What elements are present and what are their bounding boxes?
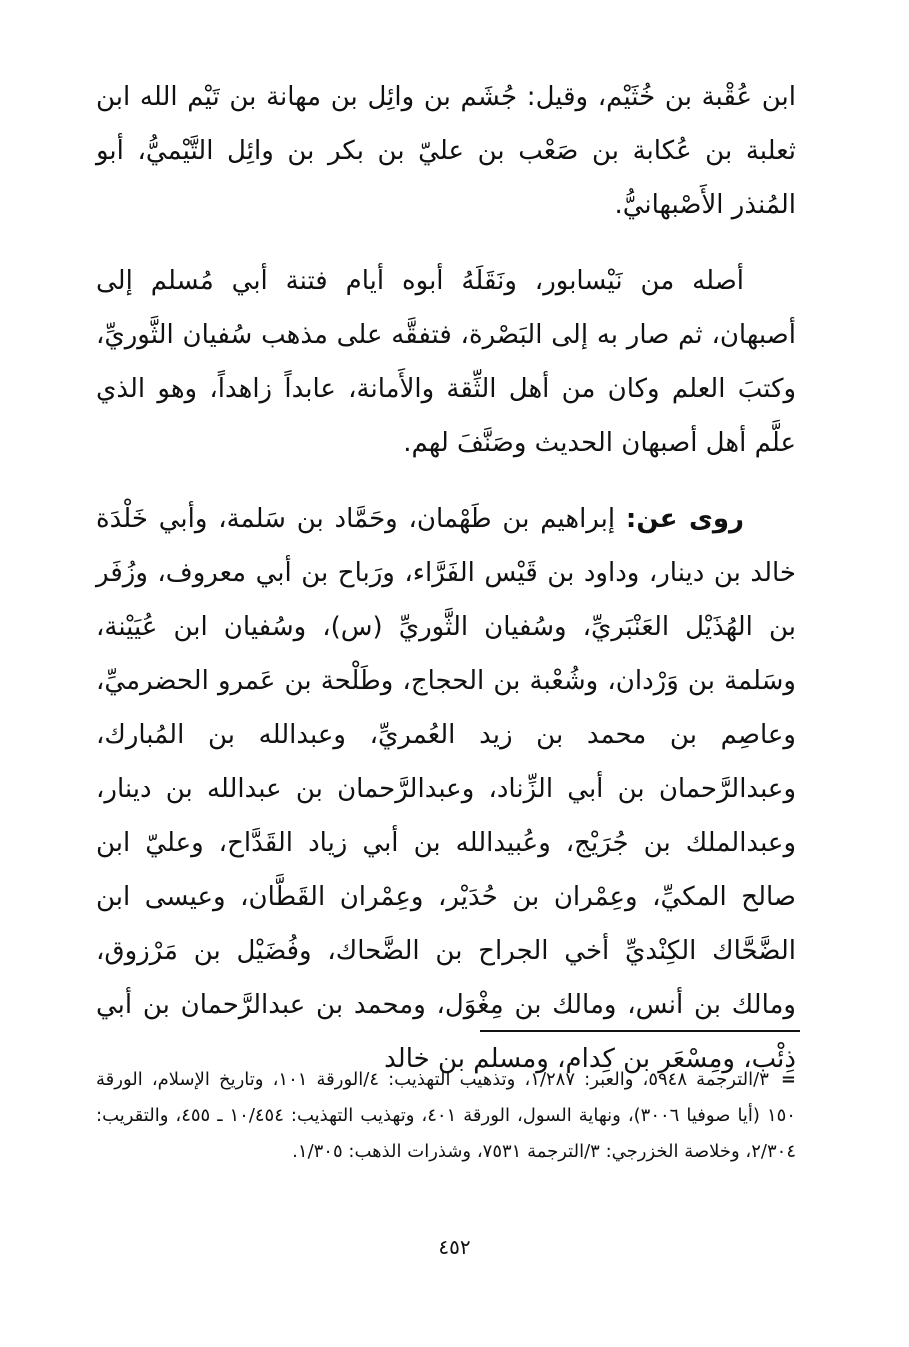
footnote-continuation-marker: =	[780, 1069, 796, 1090]
paragraph-narrated-from	[96, 492, 796, 1086]
paragraph-biography: أصله من نَيْسابور، ونَقَلَهُ أبوه أيام فتنة أبي مُسلم إلى أصبهان، ثم صار به إلى البَصْرة، فتفقَّه على مذهب سُفيان الثَّوريِّ، وكتبَ العلم وكان من أهل الثِّقة والأَمانة، عابداً زاهداً، وهو الذي علَّم أهل أصبهان الحديث وصَنَّفَ لهم.	[96, 266, 796, 458]
page-number: ٤٥٢	[438, 1235, 471, 1259]
narrated-from-label: روى عن:	[625, 504, 745, 534]
footnote-text: ٣/الترجمة ٥٩٤٨، والعبر: ١/٢٨٧، وتذهيب التهذيب: ٤/الورقة ١٠١، وتاريخ الإسلام، الورقة ١٥٠ (أيا صوفيا ٣٠٠٦)، ونهاية السول، الورقة ٤٠١، وتهذيب التهذيب: ١٠/٤٥٤ ـ ٤٥٥، والتقريب: ٢/٣٠٤، وخلاصة الخزرجي: ٣/الترجمة ٧٥٣١، وشذرات الذهب: ١/٣٠٥.	[96, 1069, 796, 1162]
footnote	[96, 1062, 796, 1170]
footnote-divider	[480, 1030, 800, 1032]
narrated-from-list: إبراهيم بن طَهْمان، وحَمَّاد بن سَلمة، وأبي خَلْدَة خالد بن دينار، وداود بن قَيْس الفَرَّاء، ورَباح بن أبي معروف، وزُفَر بن الهُذَيْل العَنْبَريِّ، وسُفيان الثَّوريِّ (س)، وسُفيان ابن عُيَيْنة، وسَلمة بن وَرْدان، وشُعْبة بن الحجاج، وطَلْحة بن عَمرو الحضرميِّ، وعاصِم بن محمد بن زيد العُمريِّ، وعبدالله بن المُبارك، وعبدالرَّحمان بن أبي الزِّناد، وعبدالرَّحمان بن عبدالله بن دينار، وعبدالملك بن جُرَيْج، وعُبيدالله بن أبي زياد القَدَّاح، وعليّ ابن صالح المكيِّ، وعِمْران بن حُدَيْر، وعِمْران القَطَّان، وعيسى ابن الضَّحَّاك الكِنْديِّ أخي الجراح بن الضَّحاك، وفُضَيْل بن مَرْزوق، ومالك بن أنس، ومالك بن مِغْوَل، ومحمد بن عبدالرَّحمان بن أبي ذِئْب، ومِسْعَر بن كِدام، ومسلم بن خالد	[96, 504, 796, 1074]
paragraph-lineage: ابن عُقْبة بن خُثَيْم، وقيل: جُشَم بن وائِل بن مهانة بن تَيْم الله ابن ثعلبة بن عُكابة بن صَعْب بن عليّ بن بكر بن وائِل التَّيْميُّ، أبو المُنذر الأَصْبهانيُّ.	[96, 82, 796, 220]
main-text	[96, 70, 796, 1086]
